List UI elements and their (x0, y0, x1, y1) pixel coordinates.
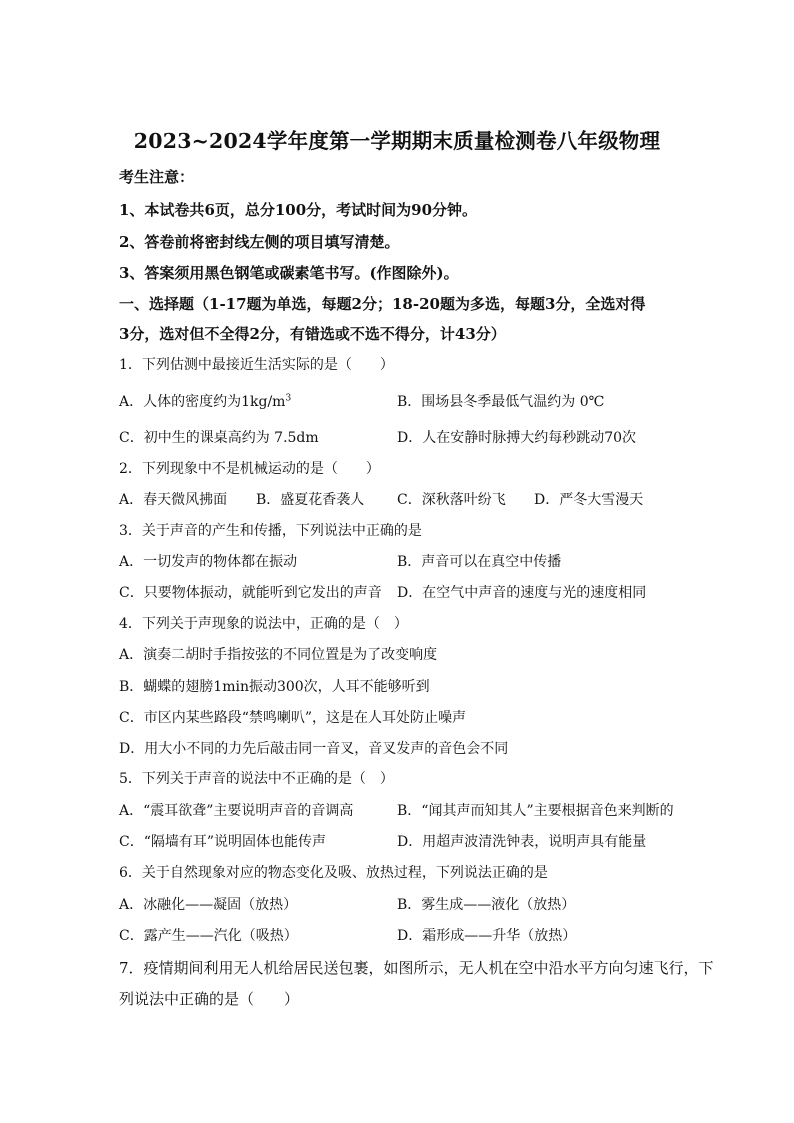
question-5-option-b: B．“闻其声而知其人”主要根据音色来判断的 (397, 803, 674, 819)
question-7-stem-cont: 列说法中正确的是（ ） (119, 990, 300, 1008)
notice-item: 2、答卷前将密封线左侧的项目填写清楚。 (119, 233, 400, 251)
question-4-option-a: A．演奏二胡时手指按弦的不同位置是为了改变响度 (119, 647, 438, 663)
question-5-stem: 5．下列关于声音的说法中不正确的是（ ） (119, 771, 394, 787)
question-1-option-c: C．初中生的课桌高约为 7.5dm (119, 430, 319, 446)
question-4-stem: 4．下列关于声现象的说法中，正确的是（ ） (119, 616, 408, 632)
question-6-stem: 6．关于自然现象对应的物态变化及吸、放热过程，下列说法正确的是 (119, 865, 548, 881)
question-6-option-c: C．露产生——汽化（吸热） (119, 928, 298, 944)
question-3-option-c: C．只要物体振动，就能听到它发出的声音 (119, 585, 382, 601)
question-2-option-c: C．深秋落叶纷飞 (397, 492, 506, 508)
question-6-option-b: B．雾生成——液化（放热） (397, 897, 576, 913)
page-title: 2023~2024学年度第一学期期末质量检测卷八年级物理 (133, 129, 661, 153)
question-2-option-d: D．严冬大雪漫天 (534, 492, 644, 508)
question-2-option-a: A．春天微风拂面 (119, 492, 228, 508)
question-3-option-b: B．声音可以在真空中传播 (397, 554, 562, 570)
question-1-stem: 1．下列估测中最接近生活实际的是（ ） (119, 357, 394, 373)
notice-heading: 考生注意： (119, 168, 195, 186)
question-3-option-d: D．在空气中声音的速度与光的速度相同 (397, 585, 647, 601)
notice-item: 3、答案须用黑色钢笔或碳素笔书写。(作图除外)。 (119, 264, 459, 282)
question-1-option-d: D．人在安静时脉搏大约每秒跳动70次 (397, 430, 637, 446)
section-heading: 一、选择题（1-17题为单选，每题2分；18-20题为多选，每题3分，全选对得 (119, 295, 646, 313)
unit-exponent: 3 (285, 393, 292, 404)
question-7-stem: 7．疫情期间利用无人机给居民送包裹，如图所示，无人机在空中沿水平方向匀速飞行，下 (119, 959, 714, 977)
question-3-option-a: A．一切发声的物体都在振动 (119, 554, 298, 570)
notice-item: 1、本试卷共6页，总分100分，考试时间为90分钟。 (119, 201, 478, 219)
question-6-option-a: A．冰融化——凝固（放热） (119, 897, 298, 913)
question-4-option-d: D．用大小不同的力先后敲击同一音叉，音叉发声的音色会不同 (119, 741, 509, 757)
question-1-option-b: B．围场县冬季最低气温约为 0℃ (397, 394, 605, 410)
question-4-option-b: B．蝴蝶的翅膀1min振动300次，人耳不能够听到 (119, 679, 430, 695)
option-a-text: A．人体的密度约为1kg/m (119, 394, 286, 410)
question-3-stem: 3．关于声音的产生和传播，下列说法中正确的是 (119, 523, 422, 539)
section-heading-cont: 3分，选对但不全得2分，有错选或不选不得分，计43分） (119, 325, 506, 343)
question-4-option-c: C．市区内某些路段“禁鸣喇叭”，这是在人耳处防止噪声 (119, 710, 467, 726)
question-1-option-a (119, 391, 291, 411)
question-5-option-c: C．“隔墙有耳”说明固体也能传声 (119, 834, 327, 850)
question-5-option-a: A．“震耳欲聋”主要说明声音的音调高 (119, 803, 354, 819)
question-5-option-d: D．用超声波清洗钟表，说明声具有能量 (397, 834, 647, 850)
question-2-option-b: B．盛夏花香袭人 (256, 492, 365, 508)
question-6-option-d: D．霜形成——升华（放热） (397, 928, 577, 944)
question-2-stem: 2．下列现象中不是机械运动的是（ ） (119, 461, 380, 477)
